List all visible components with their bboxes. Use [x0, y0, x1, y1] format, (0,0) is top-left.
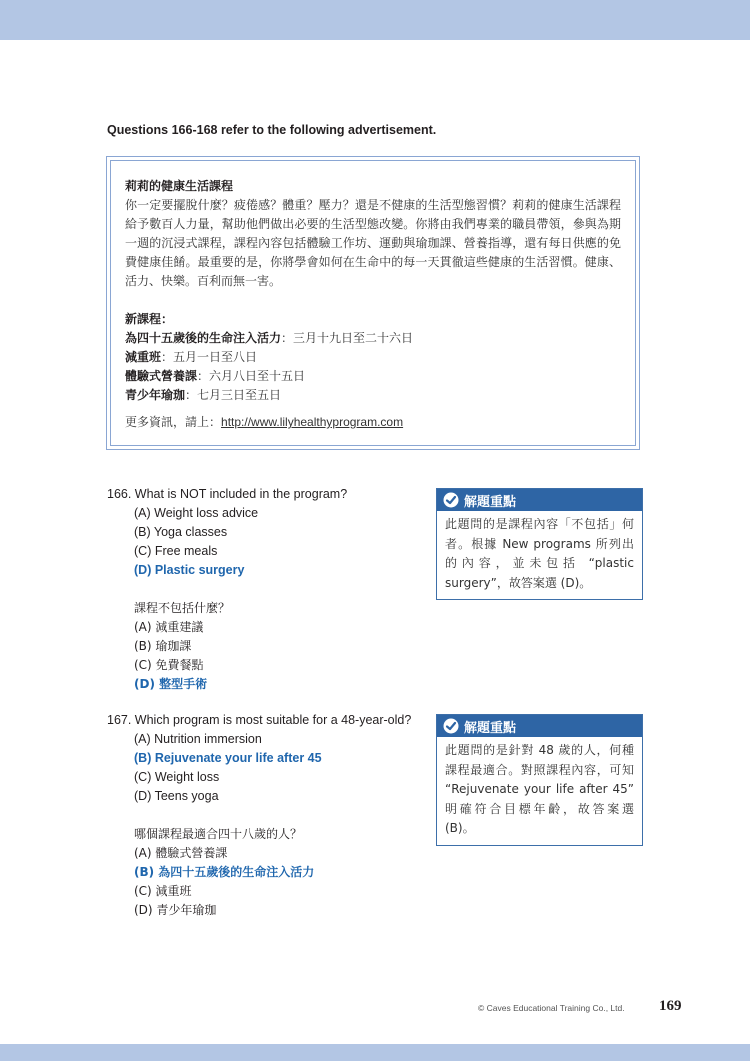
option-a-zh: (A) 體驗式營養課 [134, 846, 228, 860]
check-circle-icon [443, 718, 459, 734]
option-c: (C) Weight loss [134, 770, 220, 784]
bottom-band [0, 1044, 750, 1061]
option-a-zh: (A) 減重建議 [134, 620, 204, 634]
program-line [125, 329, 621, 348]
option-b-answer: (B) Rejuvenate your life after 45 [134, 751, 322, 765]
advertisement-box [106, 156, 640, 450]
copyright-text: © Caves Educational Training Co., Ltd. [478, 1003, 625, 1013]
option-d-answer: (D) Plastic surgery [134, 563, 245, 577]
option-b-zh-answer: (B) 為四十五歲後的生命注入活力 [134, 865, 315, 879]
tip-title: 解題重點 [464, 494, 517, 510]
more-info-label: 更多資訊，請上： [125, 415, 222, 429]
tip-body: 此題問的是針對 48 歲的人，何種課程最適合。對照課程內容，可知 “Rejuvenate your life after 45” 明確符合目標年齡，故答案選 (B)。 [445, 743, 634, 835]
option-c-zh: (C) 免費餐點 [134, 658, 204, 672]
question-stem: 167. Which program is most suitable for a 48-year-old? [107, 713, 412, 727]
new-programs-heading: 新課程： [125, 312, 174, 326]
tip-header [437, 489, 642, 511]
option-d-zh: (D) 青少年瑜珈 [134, 903, 217, 917]
question-166 [107, 485, 347, 694]
option-a: (A) Nutrition immersion [134, 732, 262, 746]
tip-title: 解題重點 [464, 720, 517, 736]
program-dates: ：六月八日至十五日 [197, 369, 306, 383]
option-c: (C) Free meals [134, 544, 218, 558]
program-name: 青少年瑜珈 [125, 388, 186, 402]
questions-intro: Questions 166-168 refer to the following advertisement. [107, 123, 437, 137]
option-a: (A) Weight loss advice [134, 506, 259, 520]
ad-body: 你一定要擺脫什麼？疲倦感？體重？壓力？還是不健康的生活型態習慣？莉莉的健康生活課程給予數百人力量，幫助他們做出必要的生活型態改變。你將由我們專業的職員帶領，參與為期一週的沉浸式課程，課程內容包括體驗工作坊、運動與瑜珈課、營養指導，還有每日供應的免費健康佳餚。最重要的是，你將學會如何在生命中的每一天貫徹這些健康的生活習慣。健康、活力、快樂。百利而無一害。 [125, 198, 621, 288]
check-circle-icon [443, 492, 459, 508]
option-d: (D) Teens yoga [134, 789, 219, 803]
tip-box-166 [436, 488, 643, 600]
program-name: 體驗式營養課 [125, 369, 198, 383]
program-line [125, 367, 621, 386]
page-footer [478, 998, 682, 1018]
program-name: 為四十五歲後的生命注入活力 [125, 331, 282, 345]
option-b-zh: (B) 瑜珈課 [134, 639, 192, 653]
question-stem: 166. What is NOT included in the program? [107, 487, 348, 501]
option-c-zh: (C) 減重班 [134, 884, 192, 898]
program-line [125, 348, 621, 367]
question-167 [107, 711, 411, 920]
option-b: (B) Yoga classes [134, 525, 228, 539]
website-link[interactable]: http://www.lilyhealthyprogram.com [221, 415, 404, 429]
program-name: 減重班 [125, 350, 162, 364]
tip-header [437, 715, 642, 737]
question-stem-zh: 哪個課程最適合四十八歲的人？ [134, 827, 303, 841]
question-stem-zh: 課程不包括什麼？ [134, 601, 231, 615]
advertisement-inner [110, 160, 636, 446]
program-dates: ：三月十九日至二十六日 [281, 331, 414, 345]
tip-body: 此題問的是課程內容「不包括」何者。根據 New programs 所列出的內容，並未包括 “plastic surgery”，故答案選 (D)。 [445, 517, 634, 590]
top-band [0, 0, 750, 40]
page-number: 169 [659, 998, 682, 1014]
tip-box-167 [436, 714, 643, 846]
program-dates: ：五月一日至八日 [161, 350, 258, 364]
option-d-zh-answer: (D) 整型手術 [134, 677, 208, 691]
more-info-line [125, 413, 621, 432]
program-dates: ：七月三日至五日 [185, 388, 282, 402]
program-line [125, 386, 621, 405]
ad-title: 莉莉的健康生活課程 [125, 179, 234, 193]
